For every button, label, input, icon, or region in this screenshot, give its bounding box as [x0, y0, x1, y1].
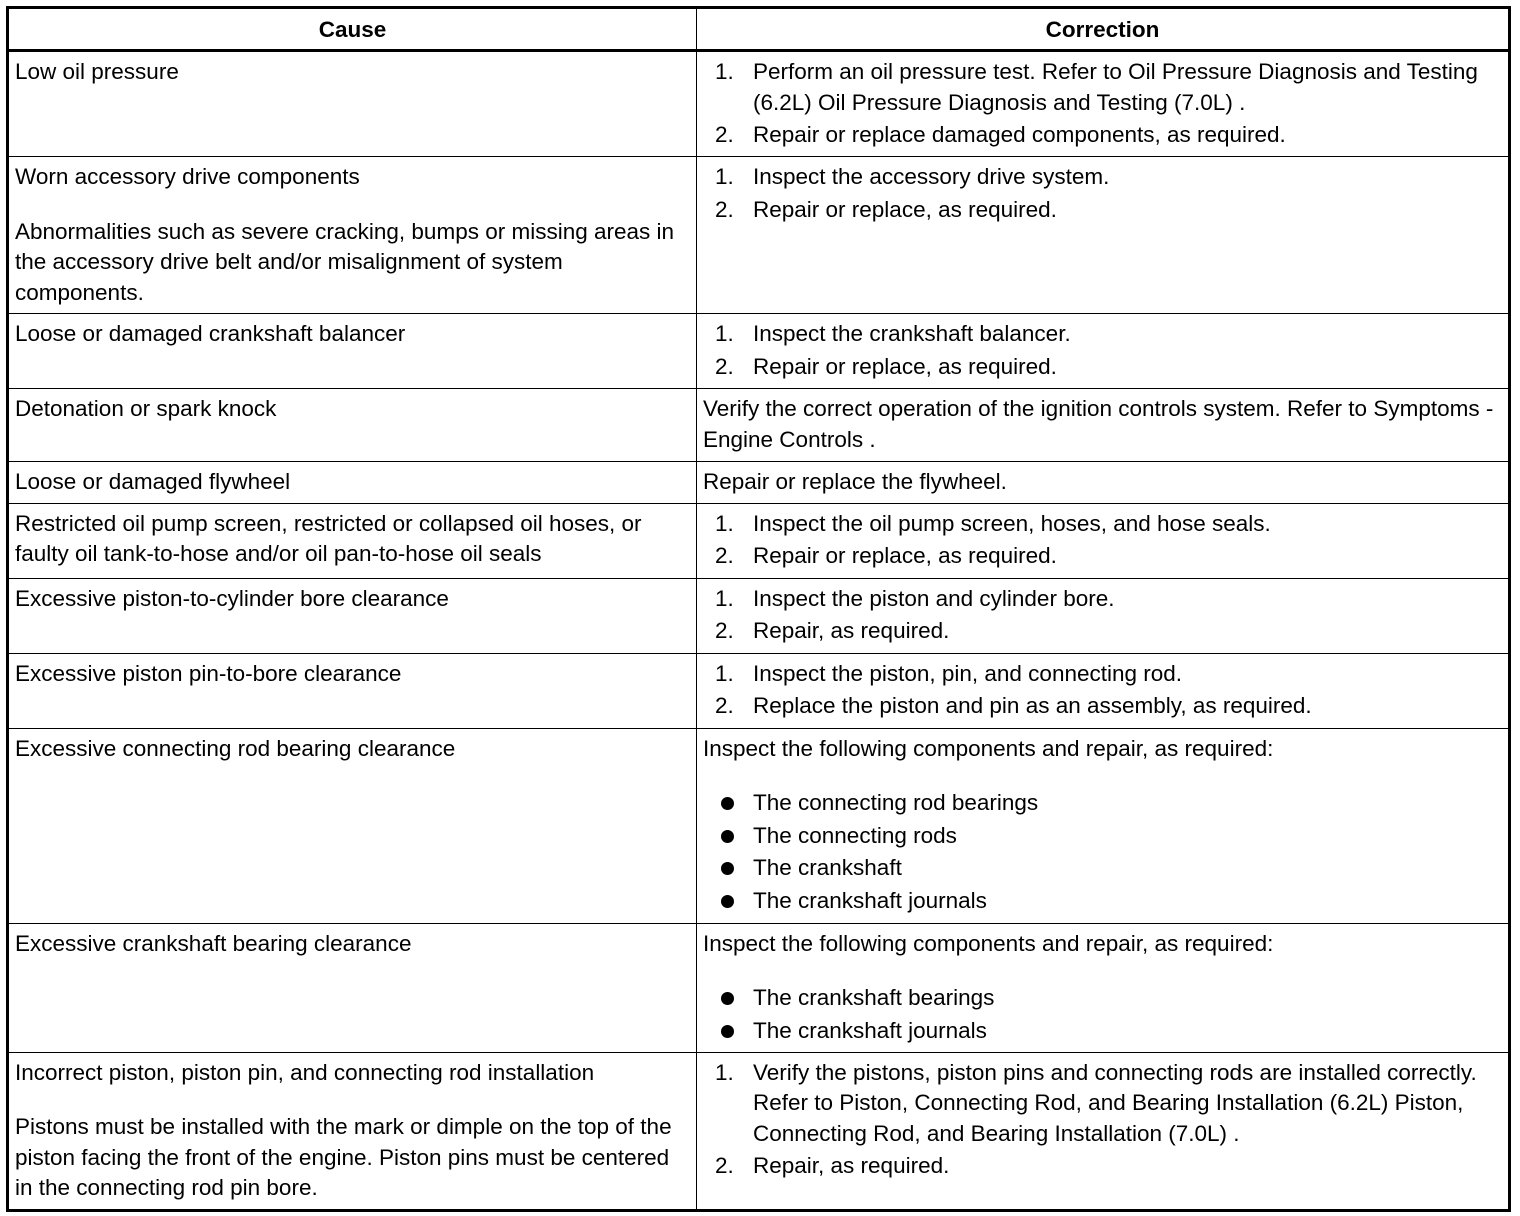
cause-text: Excessive crankshaft bearing clearance [15, 930, 412, 956]
bullet-text: The crankshaft journals [753, 1017, 987, 1043]
cause-text: Worn accessory drive components [15, 164, 360, 189]
table-row [8, 728, 1510, 923]
step-item [703, 1151, 1502, 1182]
correction-cell [697, 157, 1510, 314]
bullet-icon [721, 862, 734, 875]
step-item [703, 162, 1502, 193]
table-row [8, 157, 1510, 314]
correction-cell [697, 51, 1510, 157]
cause-text: Excessive piston pin-to-bore clearance [15, 660, 402, 686]
bullet-icon [721, 830, 734, 843]
cause-note: Pistons must be installed with the mark or dimple on the top of the piston facing the front of the engine. Piston pins must be centered in the connecting rod pin bore. [15, 1114, 672, 1200]
correction-cell [697, 653, 1510, 728]
correction-lead: Inspect the following components and repair, as required: [703, 930, 1274, 956]
correction-lead: Inspect the following components and repair, as required: [703, 735, 1274, 761]
correction-cell [697, 462, 1510, 504]
step-text: Inspect the crankshaft balancer. [753, 321, 1071, 346]
correction-cell [697, 1052, 1510, 1210]
bullet-text: The connecting rod bearings [753, 790, 1039, 815]
step-item [703, 541, 1502, 572]
cause-cell [8, 578, 697, 653]
bullet-item [703, 983, 1502, 1014]
step-number: 2. [715, 196, 734, 222]
correction-text: Verify the correct operation of the ignition controls system. Refer to Symptoms - Engine Controls . [703, 396, 1494, 452]
cause-cell [8, 157, 697, 314]
step-item [703, 352, 1502, 383]
step-number: 1. [715, 321, 734, 346]
step-text: Repair or replace, as required. [753, 543, 1057, 568]
step-number: 1. [715, 1059, 734, 1085]
step-item [703, 195, 1502, 226]
step-list [703, 319, 1502, 382]
step-text: Inspect the accessory drive system. [753, 164, 1110, 189]
table-row [8, 389, 1510, 462]
step-text: Repair or replace, as required. [753, 353, 1057, 379]
step-item [703, 616, 1502, 647]
step-number: 2. [715, 353, 734, 379]
table-row [8, 653, 1510, 728]
step-list [703, 584, 1502, 647]
bullet-icon [721, 1025, 734, 1038]
cause-column-header: Cause [8, 8, 697, 51]
step-item [703, 1058, 1502, 1150]
cause-text: Restricted oil pump screen, restricted or collapsed oil hoses, or faulty oil tank-to-hose and/or oil pan-to-hose oil seals [15, 510, 642, 566]
cause-cell [8, 503, 697, 578]
step-number: 1. [715, 59, 734, 84]
step-text: Repair or replace, as required. [753, 196, 1057, 222]
step-text: Inspect the piston and cylinder bore. [753, 585, 1115, 611]
step-text: Repair, as required. [753, 618, 950, 643]
table-row [8, 923, 1510, 1052]
step-number: 2. [715, 122, 734, 147]
cause-text: Excessive connecting rod bearing clearance [15, 735, 456, 761]
step-text: Repair or replace damaged components, as required. [753, 122, 1286, 147]
bullet-icon [721, 895, 734, 908]
bullet-text: The crankshaft bearings [753, 985, 995, 1010]
cause-text: Incorrect piston, piston pin, and connecting rod installation [15, 1059, 595, 1085]
step-number: 1. [715, 585, 734, 611]
step-item [703, 120, 1502, 151]
step-number: 1. [715, 164, 734, 189]
bullet-text: The crankshaft journals [753, 887, 987, 913]
table-row [8, 314, 1510, 389]
bullet-icon [721, 992, 734, 1005]
step-item [703, 57, 1502, 118]
bullet-text: The crankshaft [753, 855, 902, 880]
correction-cell [697, 728, 1510, 923]
step-item [703, 319, 1502, 350]
cause-cell [8, 653, 697, 728]
correction-cell [697, 923, 1510, 1052]
step-item [703, 584, 1502, 615]
cause-text: Detonation or spark knock [15, 396, 277, 421]
cause-cell [8, 462, 697, 504]
step-list [703, 659, 1502, 722]
diagnosis-table [6, 6, 1511, 1212]
table-row [8, 578, 1510, 653]
correction-cell [697, 314, 1510, 389]
step-number: 2. [715, 1153, 734, 1178]
cause-note: Abnormalities such as severe cracking, bumps or missing areas in the accessory drive belt and/or misalignment of system components. [15, 218, 675, 305]
step-text: Perform an oil pressure test. Refer to Oil Pressure Diagnosis and Testing (6.2L) Oil Pressure Diagnosis and Testing (7.0L) . [753, 59, 1478, 115]
step-list [703, 1058, 1502, 1182]
bullet-item [703, 853, 1502, 884]
step-item [703, 691, 1502, 722]
step-item [703, 659, 1502, 690]
correction-cell [697, 578, 1510, 653]
cause-cell [8, 51, 697, 157]
step-list [703, 509, 1502, 572]
step-number: 2. [715, 618, 734, 643]
step-number: 1. [715, 510, 734, 536]
cause-cell [8, 314, 697, 389]
cause-cell [8, 389, 697, 462]
step-text: Replace the piston and pin as an assembly, as required. [753, 693, 1312, 718]
cause-cell [8, 1052, 697, 1210]
step-item [703, 509, 1502, 540]
cause-cell [8, 728, 697, 923]
step-number: 2. [715, 543, 734, 568]
bullet-list [703, 983, 1502, 1046]
correction-cell [697, 503, 1510, 578]
bullet-icon [721, 797, 734, 810]
cause-cell [8, 923, 697, 1052]
table-row [8, 462, 1510, 504]
cause-text: Excessive piston-to-cylinder bore clearance [15, 585, 449, 611]
bullet-item [703, 788, 1502, 819]
bullet-text: The connecting rods [753, 822, 957, 848]
cause-text: Loose or damaged flywheel [15, 469, 291, 494]
step-number: 1. [715, 660, 734, 686]
correction-column-header: Correction [697, 8, 1510, 51]
step-list [703, 57, 1502, 151]
step-number: 2. [715, 693, 734, 718]
step-text: Inspect the piston, pin, and connecting rod. [753, 660, 1183, 686]
table-row [8, 1052, 1510, 1210]
cause-text: Low oil pressure [15, 59, 179, 84]
step-text: Repair, as required. [753, 1153, 950, 1178]
step-text: Inspect the oil pump screen, hoses, and hose seals. [753, 510, 1271, 536]
step-list [703, 162, 1502, 225]
bullet-item [703, 1016, 1502, 1047]
bullet-list [703, 788, 1502, 916]
bullet-item [703, 821, 1502, 852]
cause-text: Loose or damaged crankshaft balancer [15, 321, 406, 346]
table-row [8, 503, 1510, 578]
correction-cell [697, 389, 1510, 462]
step-text: Verify the pistons, piston pins and connecting rods are installed correctly. Refer to Piston, Connecting Rod, and Bearing Installation (6.2L) Piston, Connecting Rod, and Bearing Installation (7.0L) . [753, 1059, 1477, 1146]
table-row [8, 51, 1510, 157]
correction-text: Repair or replace the flywheel. [703, 469, 1007, 494]
bullet-item [703, 886, 1502, 917]
header-row [8, 8, 1510, 51]
